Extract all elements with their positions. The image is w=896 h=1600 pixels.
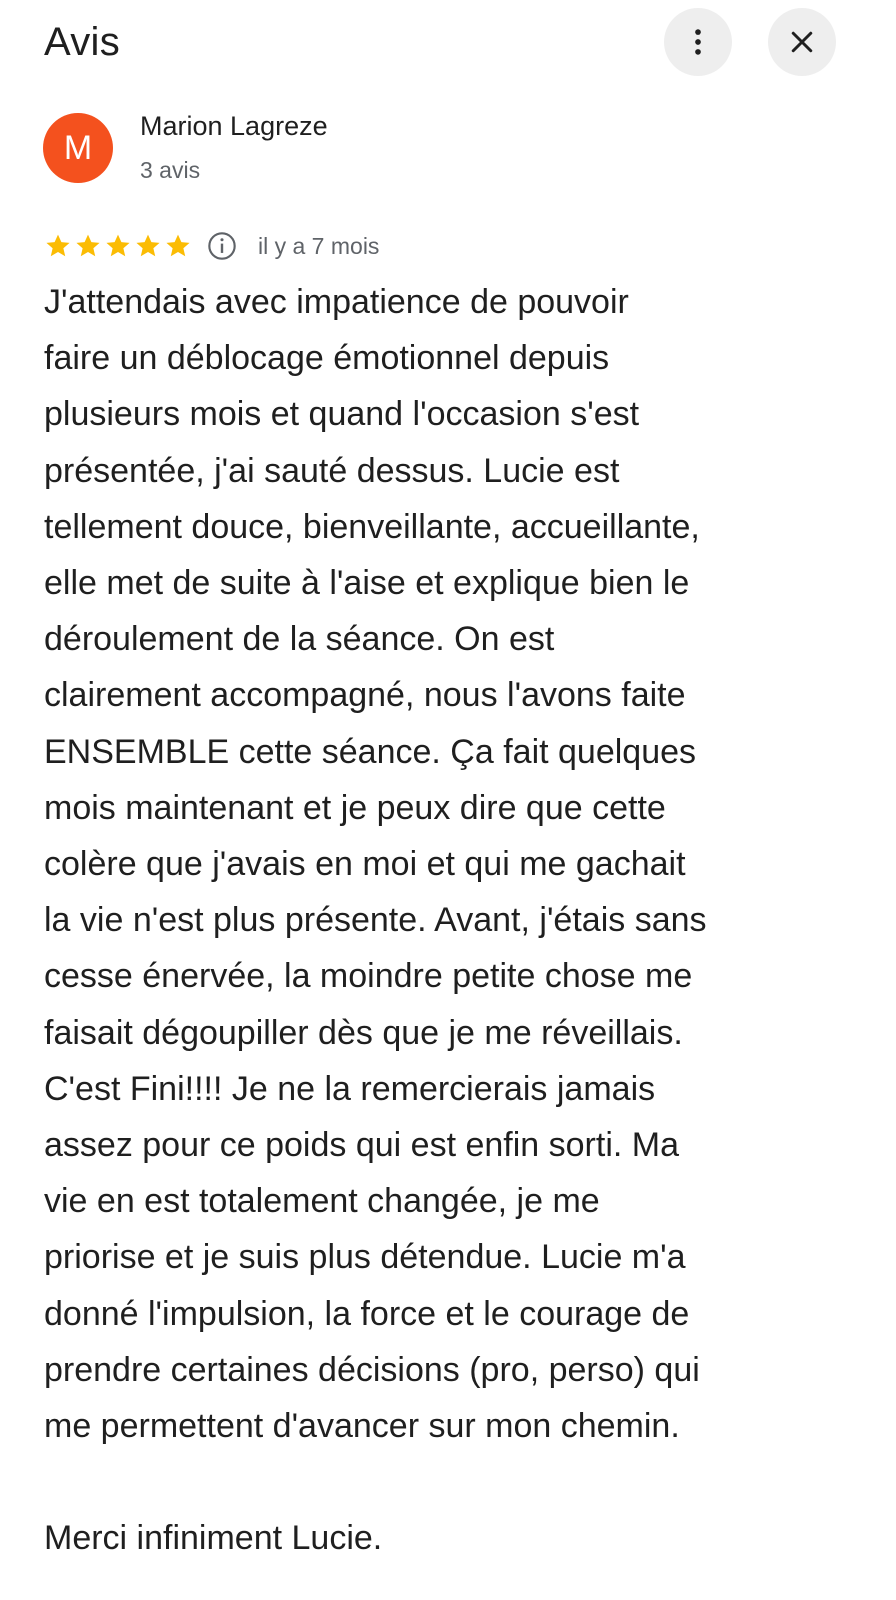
info-icon[interactable] xyxy=(206,230,238,262)
page-title: Avis xyxy=(44,20,121,64)
more-vert-icon xyxy=(681,25,715,59)
review-meta xyxy=(44,228,379,264)
avatar[interactable]: M xyxy=(43,113,113,183)
close-button[interactable] xyxy=(768,8,836,76)
reviewer-review-count: 3 avis xyxy=(140,157,201,183)
dialog-header xyxy=(0,0,896,96)
reviewer-name[interactable]: Marion Lagreze xyxy=(140,111,328,141)
more-options-button[interactable] xyxy=(664,8,732,76)
star-icon xyxy=(134,232,162,260)
star-icon xyxy=(44,232,72,260)
star-icon xyxy=(74,232,102,260)
star-icon xyxy=(104,232,132,260)
star-icon xyxy=(164,232,192,260)
reviewer-info[interactable] xyxy=(0,108,896,198)
review-date: il y a 7 mois xyxy=(258,232,380,259)
review-text: J'attendais avec impatience de pouvoir faire un déblocage émotionnel depuis plusieurs mois et quand l'occasion s'est présentée, j'ai sauté dessus. Lucie est tellement douce, bienveillante, accueillante, elle met de suite à l'aise et explique bien le déroulement de la séance. On est clairement accompagné, nous l'avons faite ENSEMBLE cette séance. Ça fait quelques mois maintenant et je peux dire que cette colère que j'avais en moi et qui me gachait la vie n'est plus présente. Avant, j'étais sans cesse énervée, la moindre petite chose me faisait dégoupiller dès que je me réveillais. C'est Fini!!!! Je ne la remercierais jamais assez pour ce poids qui est enfin sorti. Ma vie en est totalement changée, je me priorise et je suis plus détendue. Lucie m'a donné l'impulsion, la force et le courage de prendre certaines décisions (pro, perso) qui me permettent d'avancer sur mon chemin. Merci infiniment Lucie. xyxy=(44,283,707,1558)
star-rating xyxy=(44,232,194,260)
close-icon xyxy=(787,27,817,57)
